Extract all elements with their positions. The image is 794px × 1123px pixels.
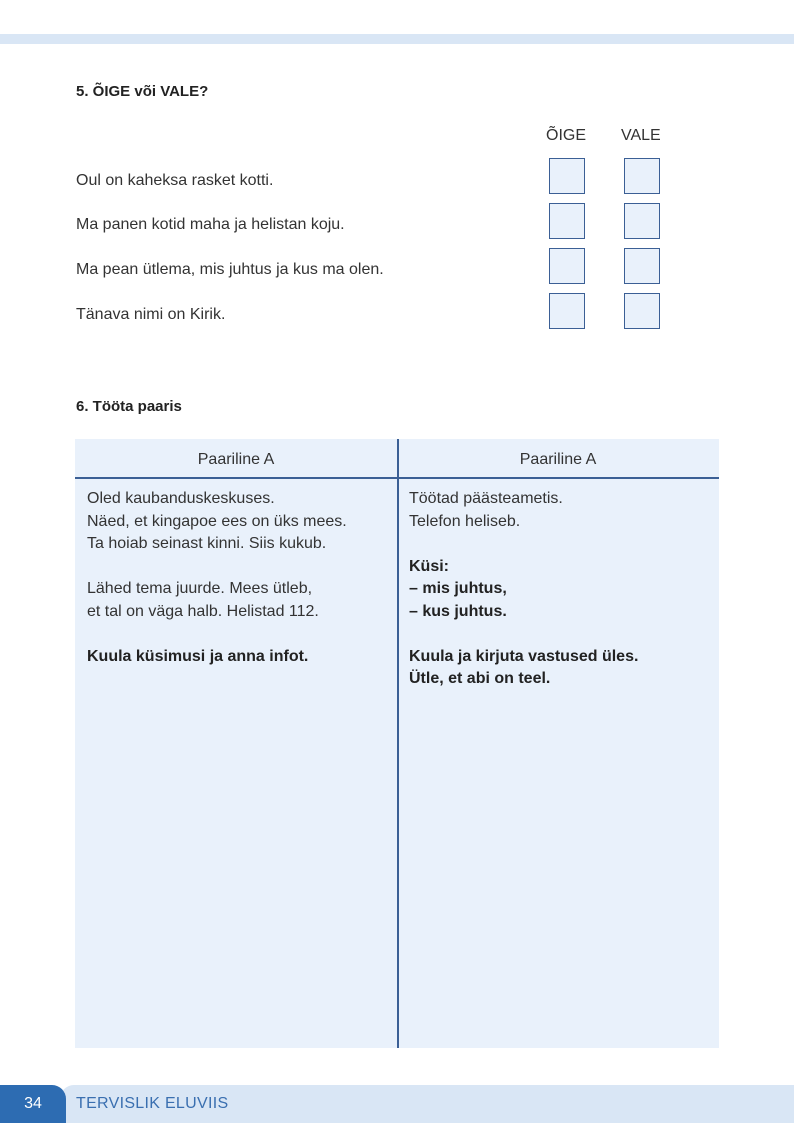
partner-b-cell <box>409 488 638 691</box>
checkbox-false-1[interactable] <box>624 158 660 194</box>
page-number: 34 <box>0 1085 66 1123</box>
column-header-true: ÕIGE <box>546 127 587 144</box>
text-line: Töötad päästeametis. <box>409 490 563 507</box>
statement-1: Oul on kaheksa rasket kotti. <box>76 172 274 189</box>
page-footer <box>0 1085 794 1123</box>
statement-4: Tänava nimi on Kirik. <box>76 306 226 323</box>
text-line: Ta hoiab seinast kinni. Siis kukub. <box>87 535 327 552</box>
text-line: Näed, et kingapoe ees on üks mees. <box>87 512 347 530</box>
ask-label: Küsi: <box>409 557 449 575</box>
exercise-5-title: 5. ÕIGE või VALE? <box>76 83 209 100</box>
checkbox-true-2[interactable] <box>549 203 585 239</box>
statement-3: Ma pean ütlema, mis juhtus ja kus ma olen. <box>76 261 384 278</box>
exercise-6-title: 6. Tööta paaris <box>76 398 182 415</box>
ask-item: – kus juhtus. <box>409 602 507 620</box>
partner-b-instruction: Kuula ja kirjuta vastused üles. <box>409 647 639 665</box>
partner-a-instruction: Kuula küsimusi ja anna infot. <box>87 647 309 665</box>
table-column-divider <box>397 439 399 1048</box>
pair-work-table <box>75 439 719 1048</box>
checkbox-false-3[interactable] <box>624 248 660 284</box>
ask-item: – mis juhtus, <box>409 580 507 597</box>
text-line: Telefon heliseb. <box>409 512 521 530</box>
checkbox-true-3[interactable] <box>549 248 585 284</box>
checkbox-false-4[interactable] <box>624 293 660 329</box>
table-header-partner-b: Paariline A <box>519 451 597 468</box>
statement-2: Ma panen kotid maha ja helistan koju. <box>76 216 345 233</box>
checkbox-false-2[interactable] <box>624 203 660 239</box>
partner-b-instruction: Ütle, et abi on teel. <box>409 670 551 687</box>
text-line: et tal on väga halb. Helistad 112. <box>87 602 319 620</box>
top-decor-bar <box>0 34 794 44</box>
text-line: Oled kaubanduskeskuses. <box>87 490 275 507</box>
partner-a-cell <box>87 488 347 668</box>
chapter-title: TERVISLIK ELUVIIS <box>76 1095 229 1112</box>
column-header-false: VALE <box>621 127 661 144</box>
table-header-partner-a: Paariline A <box>197 451 275 468</box>
checkbox-true-1[interactable] <box>549 158 585 194</box>
checkbox-true-4[interactable] <box>549 293 585 329</box>
text-line: Lähed tema juurde. Mees ütleb, <box>87 580 313 597</box>
